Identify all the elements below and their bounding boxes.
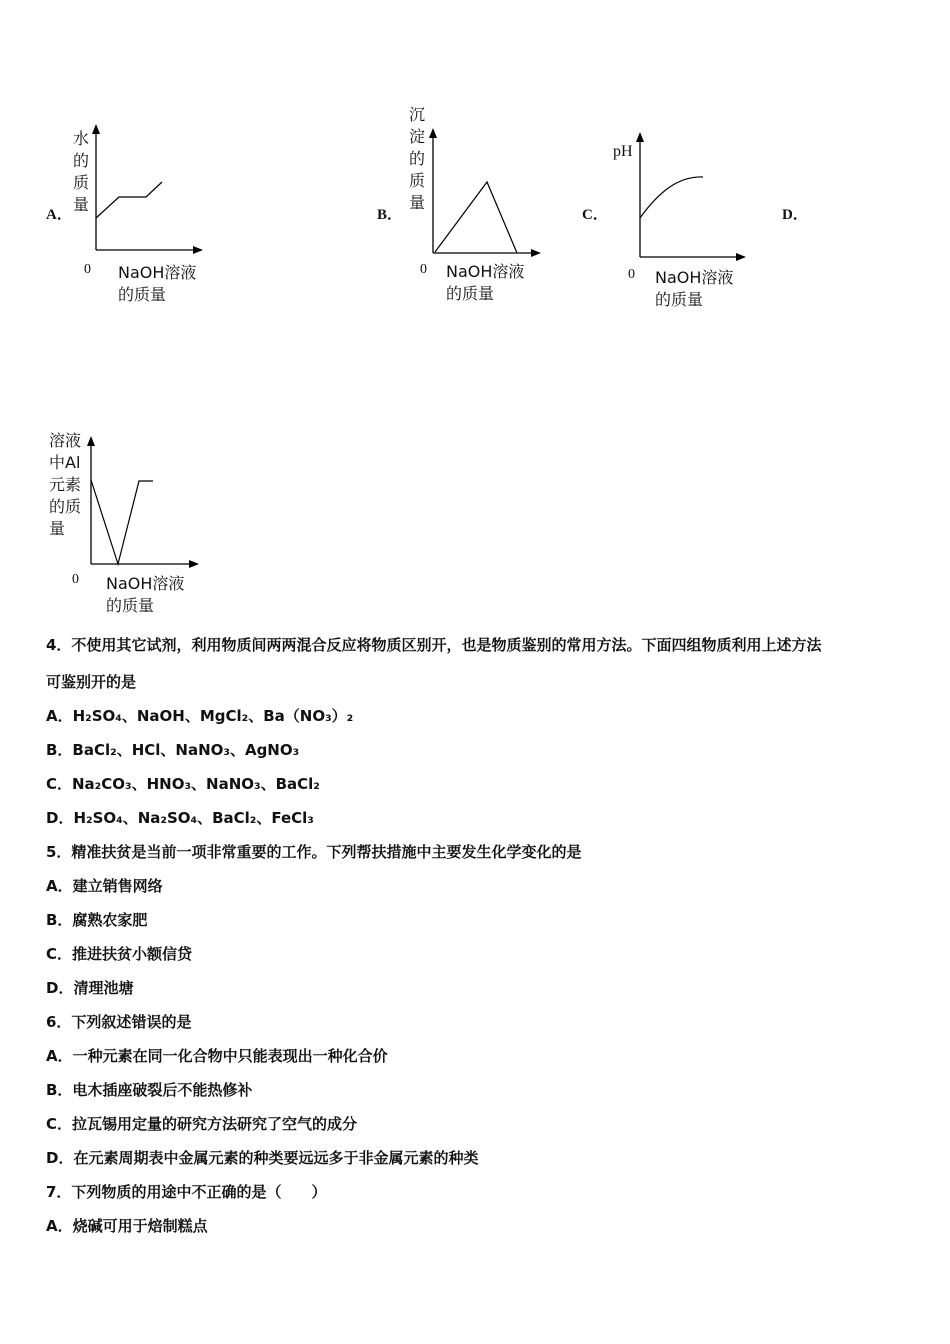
graph-d-plot xyxy=(0,0,950,640)
graph-a-origin: 0 xyxy=(84,262,91,277)
q5-option-d: D．清理池塘 xyxy=(46,979,134,997)
q7-stem: 7．下列物质的用途中不正确的是（ ） xyxy=(46,1183,327,1201)
q6-option-c: C．拉瓦锡用定量的研究方法研究了空气的成分 xyxy=(46,1115,358,1133)
graph-a-y-label: 水 的 质 量 xyxy=(73,129,90,214)
graph-d-y-arrow xyxy=(87,436,95,446)
q4-option-a: A．H₂SO₄、NaOH、MgCl₂、Ba（NO₃）₂ xyxy=(46,707,354,725)
q4-stem-line2: 可鉴别开的是 xyxy=(46,673,137,691)
q4-option-d: D．H₂SO₄、Na₂SO₄、BaCl₂、FeCl₃ xyxy=(46,809,314,827)
graph-d-curve xyxy=(91,480,153,564)
option-a-letter: A． xyxy=(46,207,72,223)
graph-a-x-label-line1: NaOH溶液 xyxy=(118,263,197,282)
q5-option-c: C．推进扶贫小额信贷 xyxy=(46,945,193,963)
graph-c-y-label: pH xyxy=(613,143,633,160)
q4-option-c: C．Na₂CO₃、HNO₃、NaNO₃、BaCl₂ xyxy=(46,775,320,793)
q5-option-a: A．建立销售网络 xyxy=(46,877,163,895)
option-d-letter: D． xyxy=(782,207,808,223)
graph-d-x-arrow xyxy=(189,560,199,568)
q6-option-b: B．电木插座破裂后不能热修补 xyxy=(46,1081,253,1099)
q4-stem-line1: 4．不使用其它试剂，利用物质间两两混合反应将物质区别开，也是物质鉴别的常用方法。下面四组物质利用上述方法 xyxy=(46,636,822,654)
graph-d-origin: 0 xyxy=(72,572,79,587)
graph-d-x-label-line1: NaOH溶液 xyxy=(106,574,185,593)
graph-a-x-label-line2: 的质量 xyxy=(118,285,167,304)
graph-c-x-label-line1: NaOH溶液 xyxy=(655,268,734,287)
q6-option-d: D．在元素周期表中金属元素的种类要远远多于非金属元素的种类 xyxy=(46,1149,479,1167)
graph-c-origin: 0 xyxy=(628,267,635,282)
q4-option-b: B．BaCl₂、HCl、NaNO₃、AgNO₃ xyxy=(46,741,300,759)
graph-b-origin: 0 xyxy=(420,262,427,277)
q5-stem: 5．精准扶贫是当前一项非常重要的工作。下列帮扶措施中主要发生化学变化的是 xyxy=(46,843,582,861)
option-c-letter: C． xyxy=(582,207,608,223)
q6-stem: 6．下列叙述错误的是 xyxy=(46,1013,192,1031)
option-b-letter: B． xyxy=(377,207,403,223)
graph-c-x-label-line2: 的质量 xyxy=(655,290,704,309)
graph-b-x-label-line1: NaOH溶液 xyxy=(446,262,525,281)
graph-b-y-label: 沉 淀 的 质 量 xyxy=(409,105,426,212)
q5-option-b: B．腐熟农家肥 xyxy=(46,911,148,929)
q7-option-a: A．烧碱可用于焙制糕点 xyxy=(46,1217,208,1235)
q6-option-a: A．一种元素在同一化合物中只能表现出一种化合价 xyxy=(46,1047,388,1065)
graph-d-y-label: 溶液 中Al 元素 的质 量 xyxy=(49,431,82,538)
graph-b-x-label-line2: 的质量 xyxy=(446,284,495,303)
graph-d-x-label-line2: 的质量 xyxy=(106,596,155,615)
